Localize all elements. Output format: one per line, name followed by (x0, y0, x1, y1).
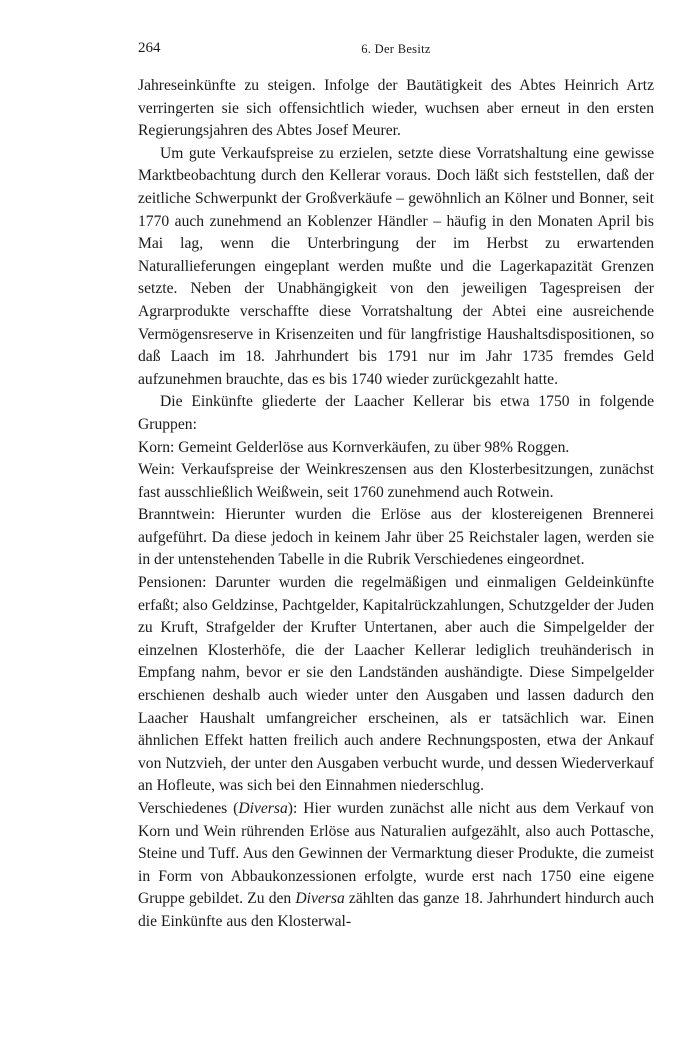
entry-verschiedenes-part-2: ): Hier wurden zunächst alle nicht aus dem Verkauf von Korn und Wein rührenden Erlöse aus Naturalien aufgezählt, also auch Pottasche, Steine und Tuff. Aus den Gewinnen der Vermarktung dieser Produkte, die zumeist in Form von Abbaukonzessionen erfolgte, wurde erst nach 1750 eine eigene Gruppe gebildet. Zu den (138, 800, 654, 908)
italic-term-diversa-2: Diversa (295, 890, 345, 908)
entry-wein: Wein: Verkaufspreise der Weinkreszensen aus den Klosterbesitzungen, zunächst fast ausschließlich Weißwein, seit 1760 zunehmend auch Rotwein. (138, 461, 654, 501)
entry-korn: Korn: Gemeint Gelderlöse aus Kornverkäufen, zu über 98% Roggen. (138, 438, 570, 456)
entry-verschiedenes (138, 798, 654, 934)
entry-verschiedenes-part-3: zählten das ganze 18. Jahrhundert hindurch auch die Einkünfte aus den Klosterwal- (138, 890, 654, 930)
running-head: 6. Der Besitz (361, 42, 431, 56)
page-header (138, 40, 654, 62)
body-text (138, 75, 654, 934)
entry-branntwein: Branntwein: Hierunter wurden die Erlöse aus der klostereigenen Brennerei aufgeführt. Da diese jedoch in keinem Jahr über 25 Reichstaler lagen, werden sie in der untenstehenden Tabelle in die Rubrik Verschiedenes eingeordnet. (138, 506, 654, 569)
paragraph-continuation: Jahreseinkünfte zu steigen. Infolge der Bautätigkeit des Abtes Heinrich Artz verringerten sie sich offensichtlich wieder, wuchsen aber erneut in den ersten Regierungsjahren des Abtes Josef Meurer. (138, 77, 654, 140)
paragraph-income-groups: Die Einkünfte gliederte der Laacher Kellerar bis etwa 1750 in folgende Gruppen: (138, 393, 654, 433)
entry-verschiedenes-part-1: Verschiedenes ( (138, 800, 239, 817)
italic-term-diversa: Diversa (238, 800, 288, 817)
page-number: 264 (138, 40, 161, 56)
entry-pensionen: Pensionen: Darunter wurden die regelmäßigen und einmaligen Geldeinkünfte erfaßt; also Geldzinse, Pachtgelder, Kapitalrückzahlungen, Schutzgelder der Juden zu Kruft, Strafgelder der Krufter Untertanen, aber auch die Simpelgelder der einzelnen Klosterhöfe, die der Laacher Kellerar lediglich treuhänderisch in Empfang nahm, bevor er sie den Landständen aushändigte. Diese Simpelgelder erschienen deshalb auch wieder unter den Ausgaben und lassen dadurch den Laacher Haushalt umfangreicher erscheinen, als er tatsächlich war. Einen ähnlichen Effekt hatten freilich auch andere Rechnungsposten, etwa der Ankauf von Nutzvieh, der unter den Ausgaben verbucht wurde, und dessen Wiederverkauf an Hofleute, was sich bei den Einnahmen niederschlug. (138, 574, 654, 795)
paragraph-market: Um gute Verkaufspreise zu erzielen, setzte diese Vorratshaltung eine gewisse Marktbeobachtung durch den Kellerar voraus. Doch läßt sich feststellen, daß der zeitliche Schwerpunkt der Großverkäufe – gewöhnlich an Kölner und Bonner, seit 1770 auch zunehmend an Koblenzer Händler – häufig in den Monaten April bis Mai lag, wenn die Unterbringung der im Herbst zu erwartenden Naturallieferungen eingeplant werden mußte und die Lagerkapazität Grenzen setzte. Neben der Unabhängigkeit von den jeweiligen Tagespreisen der Agrarprodukte verschaffte diese Vorratshaltung der Abtei eine ausreichende Vermögensreserve in Krisenzeiten und für langfristige Haushaltsdispositionen, so daß Laach im 18. Jahrhundert bis 1791 nur im Jahr 1735 fremdes Geld aufzunehmen brauchte, das es bis 1740 wieder zurückgezahlt hatte. (138, 144, 654, 388)
